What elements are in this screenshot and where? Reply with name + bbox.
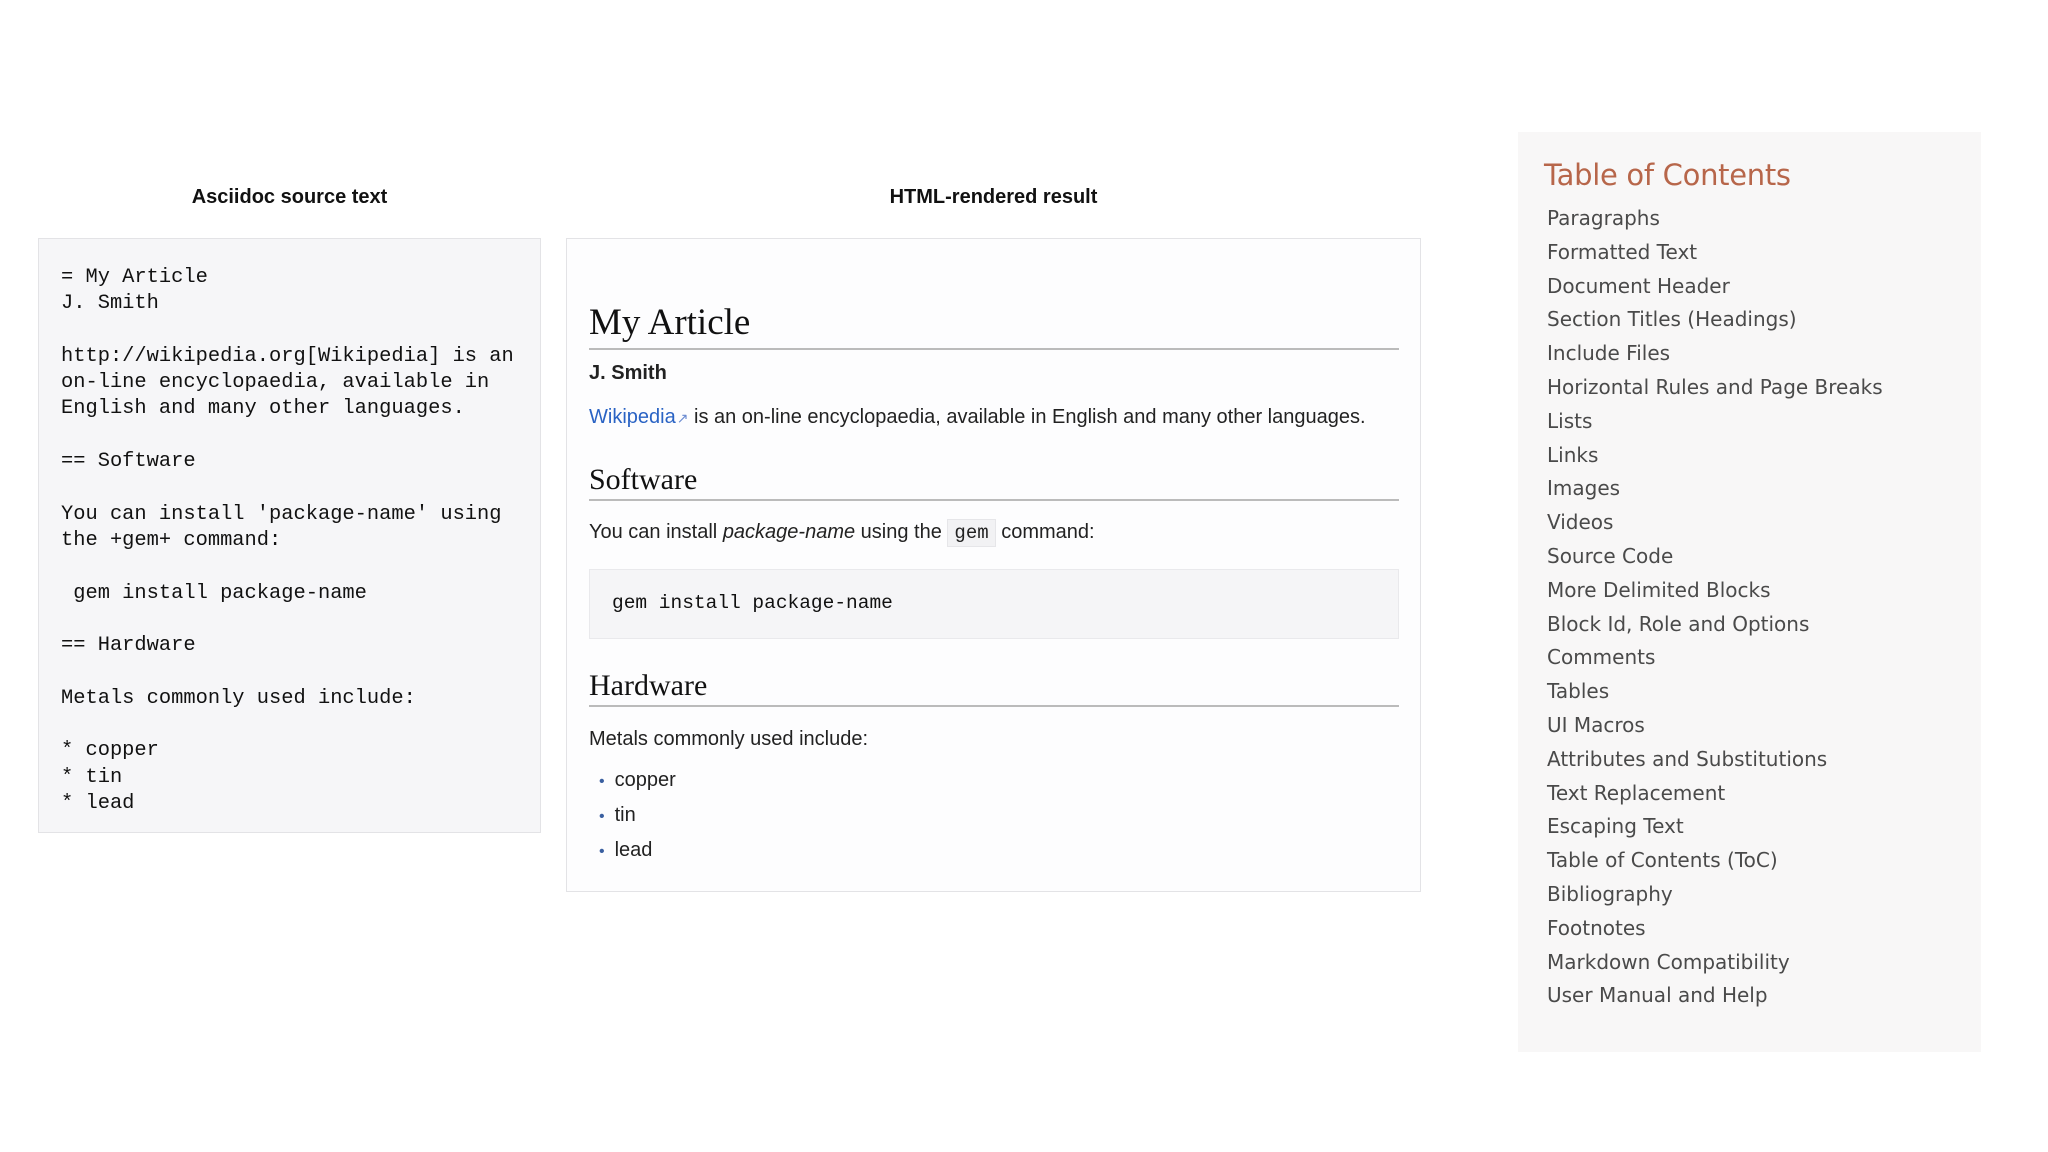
install-code-block: gem install package-name xyxy=(589,569,1399,639)
toc-item-block-id[interactable]: Block Id, Role and Options xyxy=(1547,611,1810,636)
toc-item-images[interactable]: Images xyxy=(1547,476,1621,501)
toc-item-lists[interactable]: Lists xyxy=(1547,408,1593,433)
toc-item-formatted-text[interactable]: Formatted Text xyxy=(1547,239,1698,264)
toc-item-text-replacement[interactable]: Text Replacement xyxy=(1547,780,1726,805)
install-text-post: command: xyxy=(995,521,1095,543)
html-rendered-panel xyxy=(566,238,1421,892)
hardware-heading: Hardware xyxy=(589,669,1399,707)
wikipedia-link[interactable]: Wikipedia xyxy=(589,406,676,428)
gem-inline-code: gem xyxy=(947,519,995,547)
article-author: J. Smith xyxy=(589,362,667,384)
list-item-label: lead xyxy=(614,839,653,861)
software-heading: Software xyxy=(589,463,1399,501)
toc-item-paragraphs[interactable]: Paragraphs xyxy=(1547,206,1660,230)
toc-item-bibliography[interactable]: Bibliography xyxy=(1547,881,1673,906)
toc-item-comments[interactable]: Comments xyxy=(1547,645,1656,670)
list-item xyxy=(589,763,676,798)
toc-item-tables[interactable]: Tables xyxy=(1547,679,1610,704)
toc-item-attributes[interactable]: Attributes and Substitutions xyxy=(1547,746,1828,771)
toc-item-include-files[interactable]: Include Files xyxy=(1547,341,1671,366)
toc-item-document-header[interactable]: Document Header xyxy=(1547,273,1730,298)
toc-item-section-titles[interactable]: Section Titles (Headings) xyxy=(1547,307,1797,332)
table-of-contents-sidebar xyxy=(1518,132,1981,1052)
toc-item-escaping-text[interactable]: Escaping Text xyxy=(1547,814,1684,839)
toc-item-markdown[interactable]: Markdown Compatibility xyxy=(1547,949,1790,974)
toc-item-links[interactable]: Links xyxy=(1547,442,1599,467)
rendered-caption: HTML-rendered result xyxy=(889,186,1098,208)
toc-list xyxy=(1544,202,1955,1013)
toc-title: Table of Contents xyxy=(1544,158,1791,192)
intro-paragraph xyxy=(589,406,1366,429)
install-paragraph xyxy=(589,519,1095,547)
toc-item-delimited-blocks[interactable]: More Delimited Blocks xyxy=(1547,577,1771,602)
toc-item-user-manual[interactable]: User Manual and Help xyxy=(1547,983,1768,1008)
asciidoc-source-text: = My Article J. Smith http://wikipedia.org[Wikipedia] is an on-line encyclopaedia, available in English and many other languages. == Software You can install 'package-name' using the +gem+ command: gem install package-name == Hardware Metals commonly used include: * copper * tin * lead xyxy=(61,266,514,815)
list-item-label: tin xyxy=(614,804,636,826)
install-text-pre: You can install xyxy=(589,521,723,543)
metals-list xyxy=(589,763,676,868)
toc-item-ui-macros[interactable]: UI Macros xyxy=(1547,712,1645,737)
toc-item-toc[interactable]: Table of Contents (ToC) xyxy=(1547,848,1778,873)
toc-item-footnotes[interactable]: Footnotes xyxy=(1547,915,1646,940)
metals-paragraph: Metals commonly used include: xyxy=(589,728,869,750)
toc-item-videos[interactable]: Videos xyxy=(1547,510,1614,535)
article-title: My Article xyxy=(589,301,1399,350)
source-caption: Asciidoc source text xyxy=(191,186,388,208)
intro-text: is an on-line encyclopaedia, available in English and many other languages. xyxy=(688,406,1366,428)
bullet-icon: • xyxy=(599,808,605,825)
package-name-emphasis: package-name xyxy=(722,521,856,543)
bullet-icon: • xyxy=(599,843,605,860)
toc-item-horizontal-rules[interactable]: Horizontal Rules and Page Breaks xyxy=(1547,374,1883,399)
list-item-label: copper xyxy=(614,769,676,791)
install-text-mid: using the xyxy=(855,521,948,543)
external-link-icon: ↗ xyxy=(676,410,689,426)
toc-item-source-code[interactable]: Source Code xyxy=(1547,543,1674,568)
list-item xyxy=(589,798,676,833)
list-item xyxy=(589,833,676,868)
asciidoc-source-panel xyxy=(38,238,541,833)
bullet-icon: • xyxy=(599,773,605,790)
